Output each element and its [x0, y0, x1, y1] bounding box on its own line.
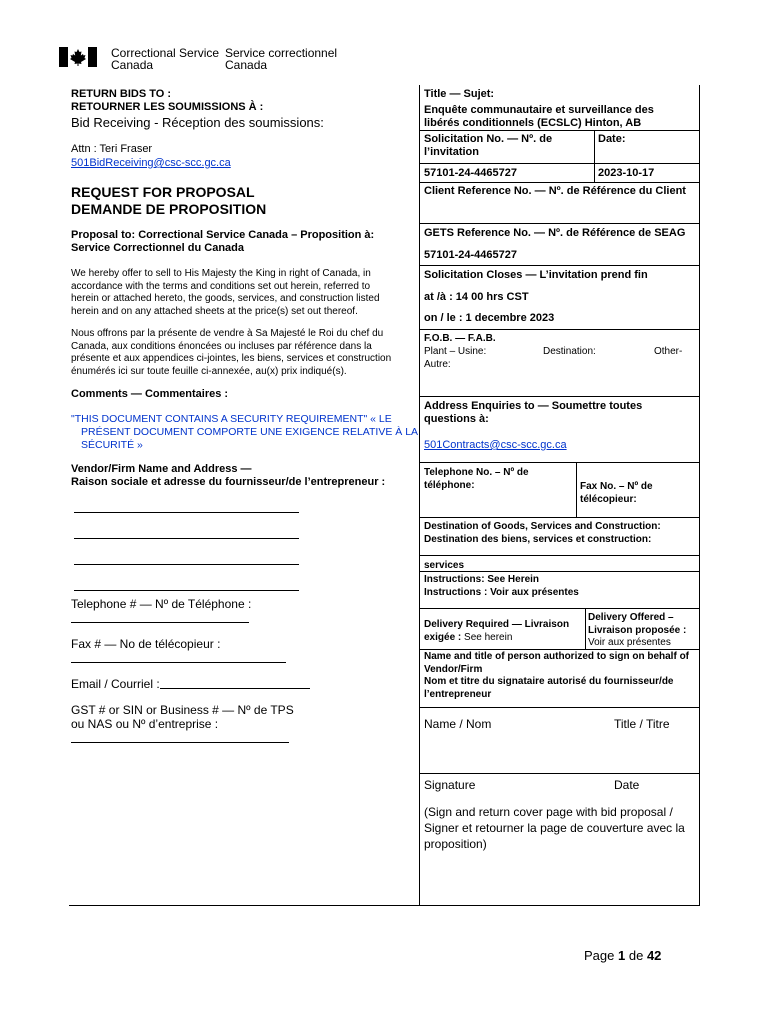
- divider: [419, 571, 699, 572]
- bottom-border: [69, 905, 700, 906]
- closes-date: on / le : 1 decembre 2023: [424, 312, 555, 324]
- bid-receiving: Bid Receiving - Réception des soumissions:: [71, 115, 324, 130]
- telephone-no-label: Telephone No. – Nº de téléphone:: [424, 467, 529, 491]
- destination-label: Destination:: [543, 346, 596, 357]
- sign-instructions: (Sign and return cover page with bid proposal / Signer et retourner la page de couverture avec la proposition): [424, 805, 685, 851]
- divider: [419, 517, 699, 518]
- fax-label: Fax # — No de télécopieur :: [71, 637, 221, 651]
- maple-leaf-icon: [59, 47, 97, 67]
- divider: [419, 555, 699, 556]
- divider: [419, 182, 699, 183]
- divider: [419, 130, 699, 131]
- right-border: [699, 85, 700, 906]
- divider: [419, 773, 699, 774]
- page-title: REQUEST FOR PROPOSAL DEMANDE DE PROPOSITION: [71, 184, 267, 217]
- divider: [419, 329, 699, 330]
- fax-no-label: Fax No. – Nº de télécopieur:: [580, 481, 653, 505]
- vendor-name-field-1[interactable]: [74, 512, 299, 513]
- divider: [419, 163, 699, 164]
- email-label: Email / Courriel :: [71, 677, 160, 691]
- date-label: Date:: [598, 133, 626, 145]
- divider: [576, 462, 577, 518]
- logo-fr-text: Service correctionnel Canada: [225, 46, 338, 72]
- gets-number: 57101-24-4465727: [424, 249, 517, 261]
- title-value: Enquête communautaire et surveillance des libérés conditionnels (ECSLC) Hinton, AB: [424, 104, 654, 129]
- canada-flag-logo: [59, 47, 97, 67]
- logo-en-text: Correctional Service Canada: [111, 46, 220, 72]
- offer-english: We hereby offer to sell to His Majesty the King in right of Canada, in accordance with the terms and conditions set out herein, referred to herein or attached hereto, the goods, services, and construction listed herein and on any attached sheets at the price(s) set out thereof.: [71, 268, 380, 317]
- client-reference: Client Reference No. — Nº. de Référence du Client: [424, 185, 686, 197]
- solicitation-label: Solicitation No. — Nº. de l’invitation: [424, 133, 553, 158]
- vendor-address-field-1[interactable]: [74, 564, 299, 565]
- offer-french: Nous offrons par la présente de vendre à Sa Majesté le Roi du chef du Canada, aux conditions énoncées ou incluses par référence dans la présente et aux appendices ci-jointes, les biens, services et construction énumérés ici sur toute feuille ci-annexée, au(x) prix indiqué(s).: [71, 328, 392, 377]
- security-requirement: "THIS DOCUMENT CONTAINS A SECURITY REQUIREMENT" « LE PRÉSENT DOCUMENT COMPORTE UNE EXIGENCE RELATIVE À LA SÉCURITÉ »: [71, 413, 419, 451]
- closes-label: Solicitation Closes — L’invitation prend fin: [424, 269, 648, 281]
- vendor-address-field-2[interactable]: [74, 590, 299, 591]
- enquiries-label: Address Enquiries to — Soumettre toutes questions à:: [424, 400, 643, 425]
- divider: [419, 707, 699, 708]
- fax-field[interactable]: [71, 662, 286, 663]
- gets-reference: GETS Reference No. — Nº. de Référence de SEAG: [424, 227, 686, 239]
- contracts-email-link[interactable]: 501Contracts@csc-scc.gc.ca: [424, 439, 567, 451]
- divider: [419, 265, 699, 266]
- page-number: Page 1 de 42: [584, 948, 662, 963]
- title-label: Title — Sujet:: [424, 88, 495, 100]
- divider: [419, 223, 699, 224]
- title-field-label: Title / Titre: [614, 717, 670, 731]
- autre-label: Autre:: [424, 359, 451, 370]
- comments-label: Comments — Commentaires :: [71, 388, 229, 400]
- solicitation-number: 57101-24-4465727: [424, 167, 517, 179]
- services-value: services: [424, 560, 465, 571]
- signature-date-label: Date: [614, 778, 640, 792]
- delivery-required: Delivery Required — Livraison exigée : See herein: [424, 619, 570, 643]
- signature-label: Signature: [424, 778, 476, 792]
- email-field[interactable]: [160, 688, 310, 689]
- divider: [419, 396, 699, 397]
- gst-label: GST # or SIN or Business # — Nº de TPS ou NAS ou Nº d’entreprise :: [71, 703, 294, 731]
- divider: [594, 130, 595, 182]
- proposal-to: Proposal to: Correctional Service Canada – Proposition à: Service Correctionnel du Canada: [71, 229, 375, 254]
- bid-receiving-email-link[interactable]: 501BidReceiving@csc-scc.gc.ca: [71, 157, 231, 169]
- delivery-offered: Delivery Offered – Livraison proposée : Voir aux présentes: [588, 612, 687, 648]
- name-label: Name / Nom: [424, 717, 492, 731]
- gst-field[interactable]: [71, 742, 289, 743]
- divider: [419, 462, 699, 463]
- divider: [419, 608, 699, 609]
- date-value: 2023-10-17: [598, 167, 655, 179]
- instructions: Instructions: See Herein Instructions : Voir aux présentes: [424, 574, 579, 598]
- authorized-signer-label: Name and title of person authorized to sign on behalf of Vendor/Firm Nom et titre du signataire autorisé du fournisseur/de l’entrepreneur: [424, 651, 690, 700]
- destination-goods-label: Destination of Goods, Services and Construction: Destination des biens, services et construction:: [424, 521, 661, 545]
- vendor-name-field-2[interactable]: [74, 538, 299, 539]
- telephone-field[interactable]: [71, 622, 249, 623]
- column-divider: [419, 85, 420, 906]
- telephone-label: Telephone # — Nº de Téléphone :: [71, 597, 252, 611]
- vendor-label: Vendor/Firm Name and Address — Raison sociale et adresse du fournisseur/de l’entrepreneur :: [71, 463, 386, 488]
- other-label: Other-: [654, 346, 683, 357]
- closes-time: at /à : 14 00 hrs CST: [424, 291, 529, 303]
- fob-label: F.O.B. — F.A.B.: [424, 333, 496, 344]
- attn: Attn : Teri Fraser: [71, 143, 153, 155]
- return-bids-label: RETURN BIDS TO : RETOURNER LES SOUMISSIONS À :: [71, 88, 264, 113]
- divider: [585, 608, 586, 650]
- plant-label: Plant – Usine:: [424, 346, 487, 357]
- divider: [419, 649, 699, 650]
